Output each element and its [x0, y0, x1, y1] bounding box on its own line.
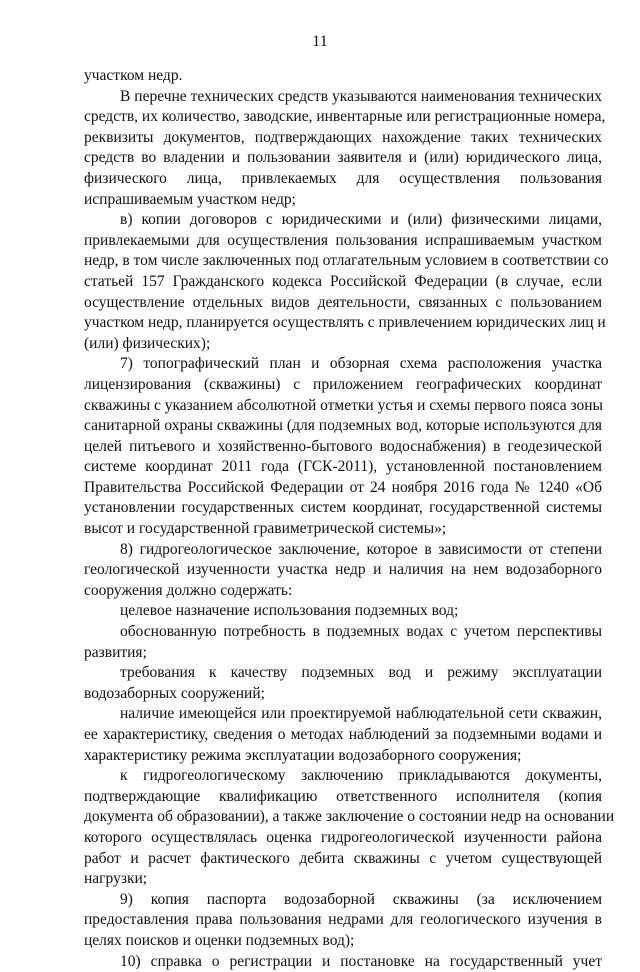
paragraph: [84, 663, 602, 704]
text-line: В перечне технических средств указываются наименования технических: [120, 87, 602, 105]
text-line: высот и государственной гравиметрической системы»;: [84, 520, 447, 538]
text-line: статьей 157 Гражданского кодекса Российской Федерации (в случае, если: [84, 272, 602, 290]
text-line: обоснованную потребность в подземных водах с учетом перспективы: [120, 623, 602, 641]
text-line: сооружения должно содержать:: [84, 581, 293, 599]
text-line: документа об образовании), а также заключение о состоянии недр на основании: [84, 808, 615, 826]
text-line: целях поисков и оценки подземных вод);: [84, 931, 355, 949]
paragraph: [84, 766, 615, 890]
text-line: Правительства Российской Федерации от 24 ноября 2016 года № 1240 «Об: [84, 478, 602, 496]
paragraph: [84, 87, 606, 211]
paragraph: [84, 66, 602, 87]
text-line: к гидрогеологическому заключению прикладываются документы,: [120, 767, 602, 785]
text-line: реквизиты документов, подтверждающих нахождение таких технических: [84, 128, 602, 146]
page-number: 11: [312, 33, 328, 50]
text-line: недр, в том числе заключенных под отлагательным условием в соответствии со: [84, 252, 609, 270]
text-line: скважины с указанием абсолютной отметки устья и схемы первого пояса зоны: [84, 396, 603, 414]
paragraph: [84, 540, 602, 602]
text-line: осуществление отдельных видов деятельности, связанных с пользованием: [84, 293, 602, 311]
text-line: (или) физических);: [84, 334, 211, 352]
text-line: 10) справка о регистрации и постановке на государственный учет: [120, 952, 602, 970]
text-line: участком недр, планируется осуществлять с привлечением юридических лиц и: [84, 314, 606, 332]
text-line: 9) копия паспорта водозаборной скважины (за исключением: [120, 890, 602, 908]
text-line: средств, их количество, заводские, инвентарные или регистрационные номера,: [84, 108, 606, 126]
text-line: системе координат 2011 года (ГСК-2011), установленной постановлением: [84, 458, 602, 476]
text-line: требования к качеству подземных вод и режиму эксплуатации: [120, 664, 602, 682]
text-line: средств во владении и пользовании заявителя и (или) юридического лица,: [84, 149, 602, 167]
text-line: санитарной охраны скважины (для подземных вод, которые используются для: [84, 417, 602, 435]
text-line: целей питьевого и хозяйственно-бытового водоснабжения) в геодезической: [84, 437, 602, 455]
text-line: ее характеристику, сведения о методах наблюдений за подземными водами и: [84, 726, 602, 743]
text-line: привлекаемыми для осуществления пользования испрашиваемым участком: [84, 231, 602, 249]
paragraph: [84, 354, 602, 539]
text-line: нагрузки;: [84, 870, 148, 888]
paragraph: [84, 210, 609, 354]
paragraph: [84, 601, 602, 622]
text-line: работ и расчет фактического дебита скважины с учетом существующей: [84, 849, 602, 867]
text-line: наличие имеющейся или проектируемой наблюдательной сети скважин,: [120, 705, 602, 723]
text-line: участком недр.: [84, 67, 183, 84]
text-line: в) копии договоров с юридическими и (или) физическими лицами,: [120, 211, 602, 229]
paragraph: [84, 704, 602, 766]
text-line: геологической изученности участка недр и наличия на нем водозаборного: [84, 561, 602, 579]
paragraph: [84, 952, 602, 972]
text-line: испрашиваемым участком недр;: [84, 190, 296, 208]
text-line: физического лица, привлекаемых для осуществления пользования: [84, 169, 602, 187]
text-line: характеристику режима эксплуатации водозаборного сооружения;: [84, 746, 522, 764]
text-line: лицензирования (скважины) с приложением географических координат: [84, 375, 602, 393]
text-line: предоставления права пользования недрами для геологического изучения в: [84, 911, 602, 929]
text-line: водозаборных сооружений;: [84, 684, 265, 702]
text-line: 7) топографический план и обзорная схема расположения участка: [120, 355, 602, 373]
text-line: установлении государственных систем координат, государственной системы: [84, 499, 602, 517]
text-line: 8) гидрогеологическое заключение, которое в зависимости от степени: [120, 540, 602, 558]
text-line: которого осуществлялась оценка гидрогеологической изученности района: [84, 828, 602, 846]
paragraph: [84, 622, 602, 663]
body-text: [84, 66, 615, 972]
paragraph: [84, 890, 602, 952]
text-line: целевое назначение использования подземных вод;: [120, 602, 459, 620]
text-line: подтверждающие квалификацию ответственного исполнителя (копия: [84, 787, 602, 805]
text-line: развития;: [84, 643, 147, 661]
